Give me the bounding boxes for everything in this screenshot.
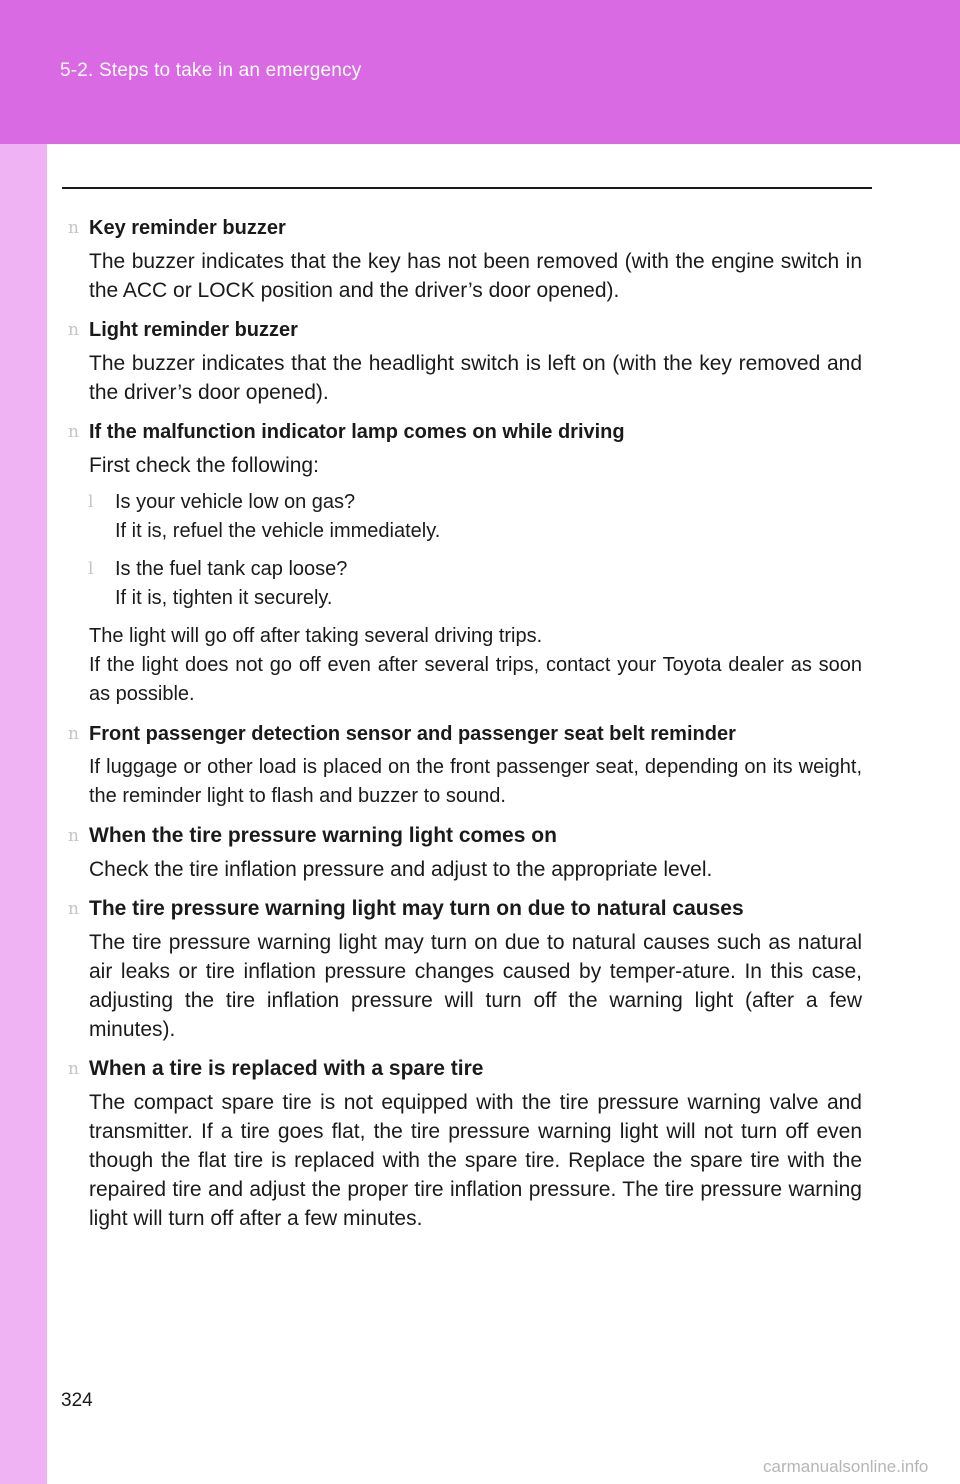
- section-heading: [62, 821, 862, 851]
- section-marker-icon: n: [68, 899, 79, 919]
- section-body: The compact spare tire is not equipped with the tire pressure warning valve and transmitter. If a tire goes flat, the tire pressure warning light will not turn off even though the flat tire is replaced with the spare tire. Replace the spare tire with the repaired tire and adjust the proper tire inflation pressure. The tire pressure warning light will turn off after a few minutes.: [89, 1091, 862, 1230]
- section-heading: [62, 213, 862, 243]
- section-key-reminder-buzzer: [62, 213, 862, 305]
- checklist-item: [62, 555, 862, 613]
- checklist-question: Is your vehicle low on gas?: [115, 491, 356, 513]
- section-title: 5-2. Steps to take in an emergency: [60, 60, 362, 81]
- section-outro: [62, 622, 862, 709]
- section-body: If luggage or other load is placed on the front passenger seat, depending on its weight, the reminder light to flash and buzzer to sound.: [89, 756, 862, 807]
- section-marker-icon: n: [68, 826, 79, 846]
- section-body: The tire pressure warning light may turn on due to natural causes such as natural air leaks or tire inflation pressure changes caused by temper-ature. In this case, adjusting the tire inflation pressure will turn off the warning light (after a few minutes).: [89, 931, 862, 1041]
- section-heading: [62, 417, 862, 447]
- section-marker-icon: n: [68, 1059, 79, 1079]
- checklist-question: Is the fuel tank cap loose?: [115, 558, 348, 580]
- section-heading-text: When a tire is replaced with a spare tire: [89, 1057, 484, 1080]
- section-marker-icon: n: [68, 422, 79, 442]
- section-spare-tire-replacement: [62, 1054, 862, 1233]
- section-tire-pressure-natural-causes: [62, 894, 862, 1044]
- bullet-marker-icon: l: [88, 492, 94, 512]
- checklist-answer: If it is, tighten it securely.: [115, 587, 333, 609]
- section-malfunction-indicator-lamp: [62, 417, 862, 709]
- section-heading-text: Key reminder buzzer: [89, 217, 286, 239]
- section-intro: First check the following:: [89, 454, 319, 477]
- side-bar: [0, 144, 47, 1484]
- section-heading: [62, 719, 862, 749]
- section-heading: [62, 1054, 862, 1084]
- section-heading: [62, 315, 862, 345]
- section-marker-icon: n: [68, 320, 79, 340]
- section-heading-text: Light reminder buzzer: [89, 319, 298, 341]
- checklist-answer: If it is, refuel the vehicle immediately.: [115, 520, 441, 542]
- outro-line-1: The light will go off after taking several driving trips.: [89, 625, 543, 647]
- checklist-item: [62, 488, 862, 546]
- page-number: 324: [61, 1390, 93, 1411]
- section-body: Check the tire inflation pressure and adjust to the appropriate level.: [89, 858, 713, 881]
- section-body: The buzzer indicates that the headlight switch is left on (with the key removed and the driver’s door opened).: [89, 352, 862, 404]
- section-heading-text: Front passenger detection sensor and passenger seat belt reminder: [89, 723, 736, 745]
- section-marker-icon: n: [68, 724, 79, 744]
- section-marker-icon: n: [68, 218, 79, 238]
- top-divider: [62, 187, 872, 189]
- page-content: [62, 213, 862, 1243]
- watermark: carmanualsonline.info: [763, 1457, 929, 1476]
- section-body: The buzzer indicates that the key has not been removed (with the engine switch in the ACC or LOCK position and the driver’s door opened).: [89, 250, 862, 302]
- section-heading: [62, 894, 862, 924]
- header-band: [0, 0, 960, 144]
- section-heading-text: The tire pressure warning light may turn on due to natural causes: [89, 897, 744, 920]
- section-light-reminder-buzzer: [62, 315, 862, 407]
- section-passenger-detection-sensor: [62, 719, 862, 811]
- section-tire-pressure-light-on: [62, 821, 862, 884]
- section-heading-text: If the malfunction indicator lamp comes on while driving: [89, 421, 625, 443]
- outro-line-2: If the light does not go off even after several trips, contact your Toyota dealer as soon as possible.: [89, 654, 862, 705]
- bullet-marker-icon: l: [88, 559, 94, 579]
- section-heading-text: When the tire pressure warning light comes on: [89, 824, 557, 847]
